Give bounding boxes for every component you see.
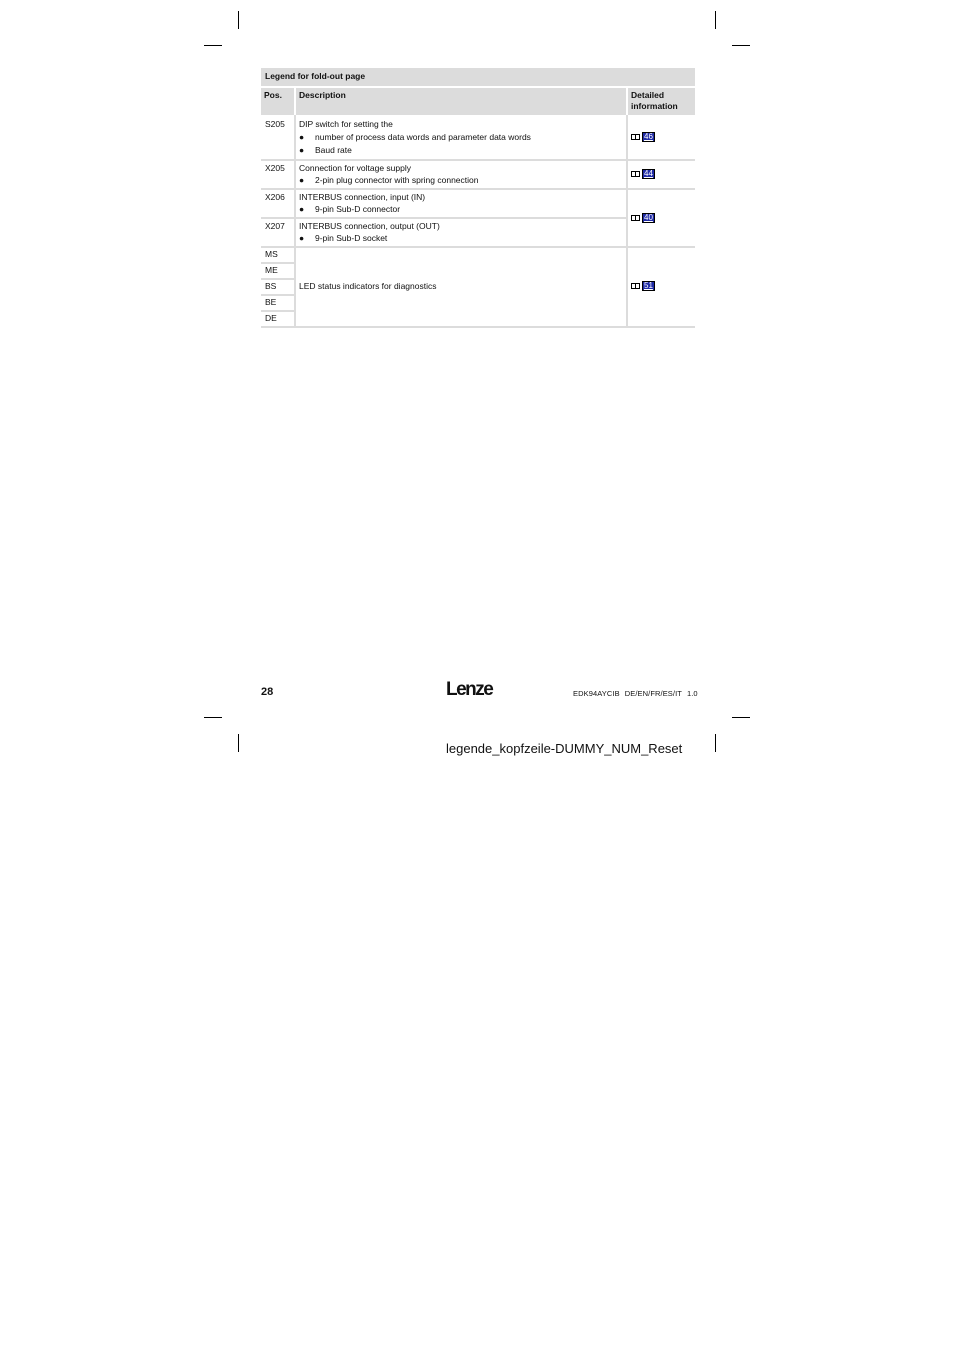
header-detail: Detailed information (627, 88, 695, 115)
row-detail (627, 247, 695, 327)
list-item: ● number of process data words and parameter data words (299, 132, 531, 142)
row-pos: DE (261, 311, 295, 327)
legend-caption: Legend for fold-out page (261, 68, 695, 88)
list-item: ● Baud rate (299, 145, 352, 155)
row-pos: X207 (261, 218, 295, 247)
table-row (261, 247, 695, 263)
page-link[interactable]: 46 (644, 131, 653, 141)
list-item: ● 9-pin Sub-D connector (299, 204, 401, 214)
row-detail (627, 115, 695, 160)
document-code: EDK94AYCIB DE/EN/FR/ES/IT 1.0 (573, 689, 698, 698)
row-description: Connection for voltage supply ● 2-pin plug connector with spring connection (295, 160, 627, 189)
footer-tagline: legende_kopfzeile-DUMMY_NUM_Reset (446, 741, 683, 756)
row-detail (627, 160, 695, 189)
page-link[interactable]: 40 (644, 212, 653, 222)
crop-mark (732, 717, 750, 718)
row-pos: MS (261, 247, 295, 263)
crop-mark (715, 11, 716, 29)
page-link[interactable]: 51 (644, 281, 653, 290)
page-number: 28 (261, 686, 274, 698)
table-row (261, 189, 695, 218)
row-pos: BE (261, 295, 295, 311)
book-icon (631, 134, 640, 140)
list-item: ● 2-pin plug connector with spring connection (299, 175, 479, 185)
row-description: INTERBUS connection, input (IN) ● 9-pin Sub-D connector (295, 189, 627, 218)
legend-table (261, 68, 695, 328)
page-link[interactable]: 44 (644, 169, 653, 178)
crop-mark (204, 45, 222, 46)
row-description: DIP switch for setting the ● number of process data words and parameter data words ● Baud rate (295, 115, 627, 160)
table-header (261, 88, 695, 115)
row-description: LED status indicators for diagnostics (295, 247, 627, 327)
row-pos: BS (261, 279, 295, 295)
row-pos: X205 (261, 160, 295, 189)
table-row (261, 115, 695, 160)
row-description: INTERBUS connection, output (OUT) ● 9-pin Sub-D socket (295, 218, 627, 247)
header-pos: Pos. (261, 88, 295, 115)
header-description: Description (295, 88, 627, 115)
crop-mark (238, 11, 239, 29)
crop-mark (238, 734, 239, 752)
book-icon (631, 283, 640, 289)
row-pos: X206 (261, 189, 295, 218)
lenze-logo: Lenze (446, 679, 493, 700)
crop-mark (715, 734, 716, 752)
crop-mark (732, 45, 750, 46)
table-row (261, 160, 695, 189)
book-icon (631, 171, 640, 177)
crop-mark (204, 717, 222, 718)
book-icon (631, 215, 640, 221)
row-pos: S205 (261, 115, 295, 160)
list-item: ● 9-pin Sub-D socket (299, 233, 388, 243)
row-pos: ME (261, 263, 295, 279)
row-detail (627, 189, 695, 247)
